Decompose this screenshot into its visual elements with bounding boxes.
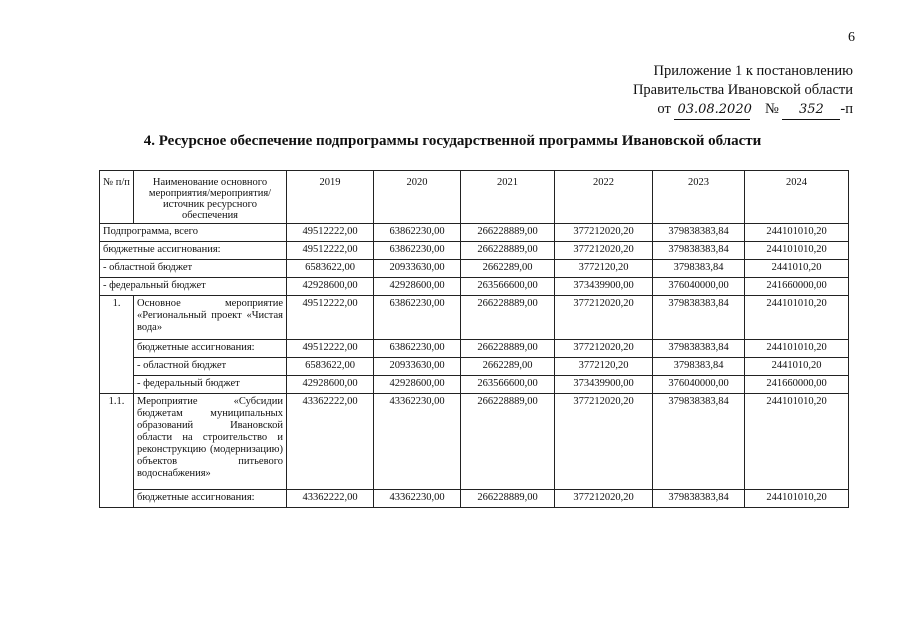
cell-value: 244101010,20 [745, 224, 849, 242]
table-row [100, 358, 849, 376]
header-num: № п/п [100, 171, 134, 224]
cell-value: 42928600,00 [287, 376, 374, 394]
appendix-line-2: Правительства Ивановской области [632, 82, 853, 98]
cell-value: 241660000,00 [745, 376, 849, 394]
cell-value: 266228889,00 [461, 490, 555, 508]
cell-value: 379838383,84 [653, 394, 745, 490]
header-year: 2024 [745, 171, 849, 224]
cell-value: 263566600,00 [461, 278, 555, 296]
cell-value: 49512222,00 [287, 296, 374, 340]
cell-value: 20933630,00 [374, 260, 461, 278]
cell-value: 377212020,20 [555, 296, 653, 340]
cell-value: 2441010,20 [745, 358, 849, 376]
row-label: бюджетные ассигнования: [134, 490, 287, 508]
cell-value: 2662289,00 [461, 358, 555, 376]
header-year: 2021 [461, 171, 555, 224]
number-label: № [764, 101, 779, 117]
table-row [100, 278, 849, 296]
appendix-line-3 [633, 100, 853, 120]
cell-value: 266228889,00 [461, 394, 555, 490]
cell-value: 376040000,00 [653, 376, 745, 394]
cell-value: 266228889,00 [461, 340, 555, 358]
cell-value: 42928600,00 [374, 376, 461, 394]
table-row [100, 340, 849, 358]
cell-value: 49512222,00 [287, 224, 374, 242]
handwritten-number: 352 [782, 100, 840, 120]
table-header-row [100, 171, 849, 224]
cell-value: 3798383,84 [653, 260, 745, 278]
cell-value: 42928600,00 [374, 278, 461, 296]
cell-value: 377212020,20 [555, 242, 653, 260]
appendix-header [633, 62, 853, 120]
cell-value: 244101010,20 [745, 340, 849, 358]
cell-value: 6583622,00 [287, 260, 374, 278]
cell-value: 266228889,00 [461, 224, 555, 242]
row-label: - областной бюджет [134, 358, 287, 376]
table-row [100, 242, 849, 260]
row-number: 1. [100, 296, 134, 394]
cell-value: 3772120,20 [555, 358, 653, 376]
cell-value: 377212020,20 [555, 340, 653, 358]
cell-value: 244101010,20 [745, 394, 849, 490]
header-year: 2020 [374, 171, 461, 224]
cell-value: 244101010,20 [745, 490, 849, 508]
table-row [100, 260, 849, 278]
cell-value: 376040000,00 [653, 278, 745, 296]
cell-value: 266228889,00 [461, 242, 555, 260]
table-row [100, 224, 849, 242]
cell-value: 2441010,20 [745, 260, 849, 278]
cell-value: 379838383,84 [653, 340, 745, 358]
cell-value: 379838383,84 [653, 296, 745, 340]
row-label: Мероприятие «Субсидии бюджетам муниципальных образований Ивановской области на строительство и реконструкцию (модернизацию) объектов питьевого водоснабжения» [134, 394, 287, 490]
cell-value: 379838383,84 [653, 242, 745, 260]
cell-value: 241660000,00 [745, 278, 849, 296]
cell-value: 49512222,00 [287, 340, 374, 358]
cell-value: 43362222,00 [287, 394, 374, 490]
table-row [100, 394, 849, 490]
row-label: бюджетные ассигнования: [134, 340, 287, 358]
cell-value: 379838383,84 [653, 490, 745, 508]
table-row [100, 296, 849, 340]
header-year: 2019 [287, 171, 374, 224]
cell-value: 43362230,00 [374, 394, 461, 490]
cell-value: 63862230,00 [374, 340, 461, 358]
cell-value: 373439900,00 [555, 278, 653, 296]
cell-value: 377212020,20 [555, 490, 653, 508]
document-title: 4. Ресурсное обеспечение подпрограммы государственной программы Ивановской области [143, 133, 762, 149]
row-label: Основное мероприятие «Региональный проект «Чистая вода» [134, 296, 287, 340]
cell-value: 6583622,00 [287, 358, 374, 376]
cell-value: 244101010,20 [745, 242, 849, 260]
header-name: Наименование основного мероприятия/мероприятия/ источник ресурсного обеспечения [134, 171, 287, 224]
cell-value: 63862230,00 [374, 242, 461, 260]
table-row [100, 490, 849, 508]
cell-value: 20933630,00 [374, 358, 461, 376]
cell-value: 63862230,00 [374, 296, 461, 340]
row-label: Подпрограмма, всего [100, 224, 287, 242]
cell-value: 63862230,00 [374, 224, 461, 242]
cell-value: 49512222,00 [287, 242, 374, 260]
cell-value: 43362230,00 [374, 490, 461, 508]
cell-value: 263566600,00 [461, 376, 555, 394]
cell-value: 266228889,00 [461, 296, 555, 340]
page-number: 6 [848, 30, 855, 45]
resource-table [99, 170, 849, 508]
cell-value: 3772120,20 [555, 260, 653, 278]
cell-value: 379838383,84 [653, 224, 745, 242]
cell-value: 377212020,20 [555, 224, 653, 242]
number-suffix: -п [840, 101, 853, 117]
row-label: - федеральный бюджет [134, 376, 287, 394]
row-label: - федеральный бюджет [100, 278, 287, 296]
cell-value: 42928600,00 [287, 278, 374, 296]
row-label: - областной бюджет [100, 260, 287, 278]
row-number: 1.1. [100, 394, 134, 508]
cell-value: 377212020,20 [555, 394, 653, 490]
appendix-line-1: Приложение 1 к постановлению [653, 63, 853, 79]
cell-value: 43362222,00 [287, 490, 374, 508]
cell-value: 373439900,00 [555, 376, 653, 394]
cell-value: 3798383,84 [653, 358, 745, 376]
from-label: от [657, 101, 671, 117]
header-year: 2022 [555, 171, 653, 224]
handwritten-date: 03.08.2020 [674, 100, 750, 120]
table-row [100, 376, 849, 394]
row-label: бюджетные ассигнования: [100, 242, 287, 260]
cell-value: 2662289,00 [461, 260, 555, 278]
cell-value: 244101010,20 [745, 296, 849, 340]
header-year: 2023 [653, 171, 745, 224]
